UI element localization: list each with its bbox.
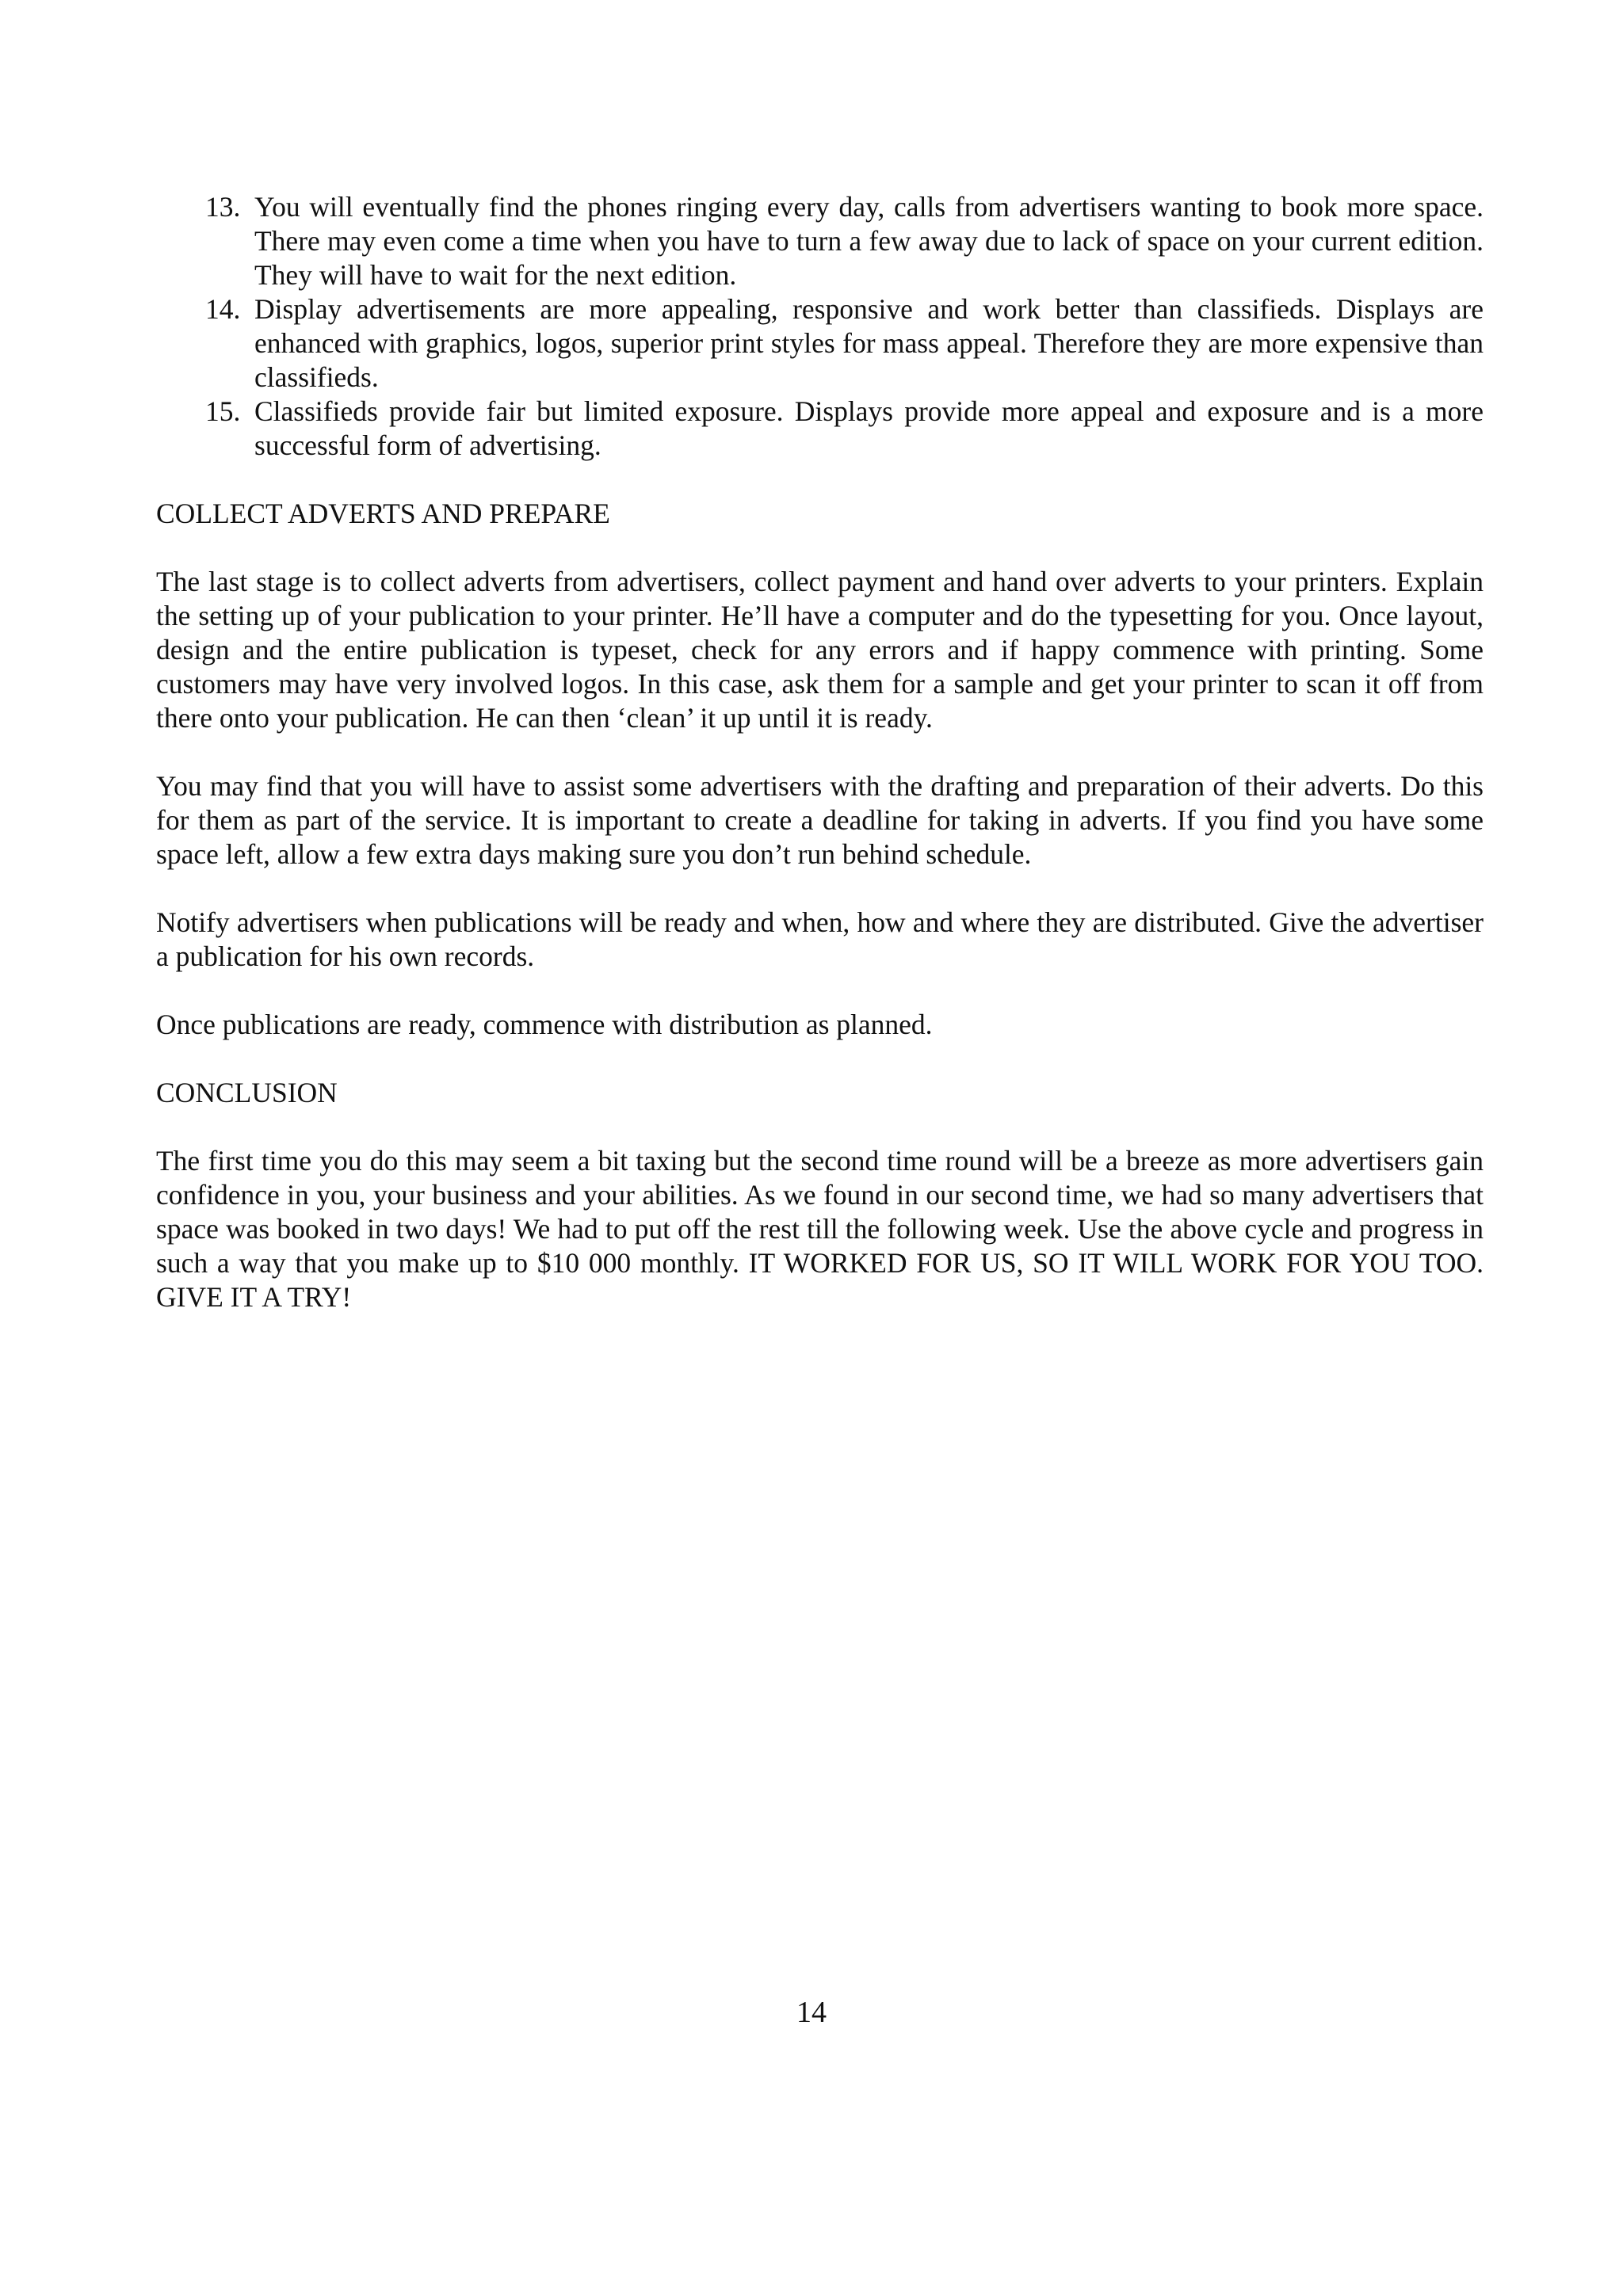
paragraph: Notify advertisers when publications will be ready and when, how and where they are distributed. Give the advertiser a publication for his own records.: [156, 906, 1484, 972]
spacer: [156, 1110, 1484, 1144]
section-heading-collect: COLLECT ADVERTS AND PREPARE: [156, 498, 610, 529]
spacer: [156, 531, 1484, 565]
paragraph: The first time you do this may seem a bit taxing but the second time round will be a breeze as more advertisers gain confidence in you, your business and your abilities. As we found in our second time, we had so many advertisers that space was booked in two days! We had to put off the rest till the following week. Use the above cycle and progress in such a way that you make up to $10 000 monthly. IT WORKED FOR US, SO IT WILL WORK FOR YOU TOO. GIVE IT A TRY!: [156, 1145, 1484, 1313]
spacer: [156, 735, 1484, 769]
list-item: [156, 190, 1484, 292]
numbered-list: [156, 190, 1484, 463]
section-heading-conclusion: CONCLUSION: [156, 1077, 338, 1108]
paragraph: You may find that you will have to assist some advertisers with the drafting and preparation of their adverts. Do this for them as part of the service. It is important to create a deadline for taking in adverts. If you find you have some space left, allow a few extra days making sure you don’t run behind schedule.: [156, 770, 1484, 870]
list-item-text: You will eventually find the phones ringing every day, calls from advertisers wanting to book more space. There may even come a time when you have to turn a few away due to lack of space on your current edition. They will have to wait for the next edition.: [254, 191, 1484, 291]
spacer: [156, 1042, 1484, 1076]
list-item-number: 15.: [205, 395, 241, 427]
list-item-text: Display advertisements are more appealing, responsive and work better than classifieds. Displays are enhanced with graphics, logos, superior print styles for mass appeal. Therefore they are more expensive than classifieds.: [254, 293, 1484, 393]
list-item-number: 13.: [205, 191, 241, 223]
page-number: 14: [796, 1996, 827, 2029]
spacer: [156, 871, 1484, 906]
list-item: [156, 292, 1484, 395]
list-item-text: Classifieds provide fair but limited exposure. Displays provide more appeal and exposure and is a more successful form of advertising.: [254, 395, 1484, 461]
spacer: [156, 974, 1484, 1008]
spacer: [156, 463, 1484, 497]
paragraph: Once publications are ready, commence with distribution as planned.: [156, 1009, 933, 1040]
list-item: [156, 395, 1484, 463]
paragraph: The last stage is to collect adverts from advertisers, collect payment and hand over adverts to your printers. Explain the setting up of your publication to your printer. He’ll have a computer and do the typesetting for you. Once layout, design and the entire publication is typeset, check for any errors and if happy commence with printing. Some customers may have very involved logos. In this case, ask them for a sample and get your printer to scan it off from there onto your publication. He can then ‘clean’ it up until it is ready.: [156, 566, 1484, 734]
page-content: [156, 190, 1484, 1314]
list-item-number: 14.: [205, 293, 241, 325]
